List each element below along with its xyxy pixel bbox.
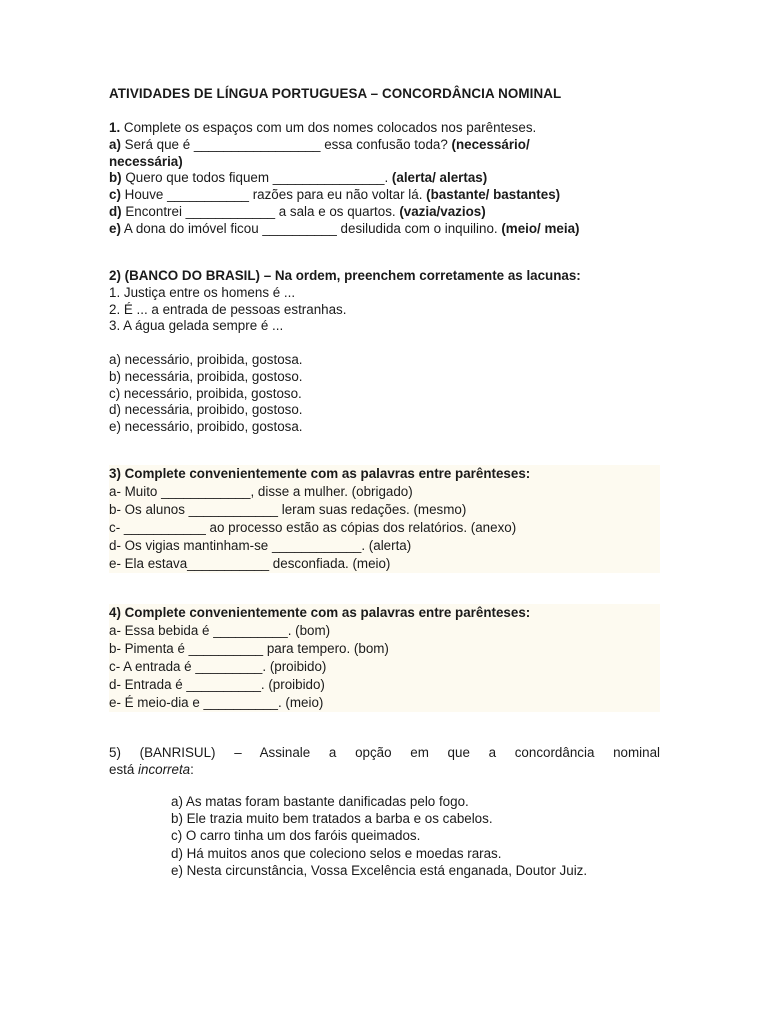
question-1 [109, 120, 660, 238]
question-2 [109, 268, 660, 436]
option: a) necessário, proibida, gostosa. [109, 351, 303, 367]
question-1-item-a: a) Será que é _________________ essa confusão toda? (necessário/ [109, 136, 530, 152]
fill-item: c- ___________ ao processo estão as cópias dos relatórios. (anexo) [109, 520, 517, 535]
question-4-heading: 4) Complete convenientemente com as palavras entre parênteses: [109, 605, 531, 620]
question-number: 1. [109, 120, 121, 135]
statement: 1. Justiça entre os homens é ... [109, 284, 296, 300]
fill-item: a- Muito ____________, disse a mulher. (obrigado) [109, 484, 413, 499]
statement: 3. A água gelada sempre é ... [109, 318, 284, 334]
option: b) Ele trazia muito bem tratados a barba e os cabelos. [171, 811, 493, 827]
fill-item: e- É meio-dia e __________. (meio) [109, 695, 324, 710]
fill-item: d- Os vigias mantinham-se ____________. (alerta) [109, 538, 412, 553]
question-1-item-b: b) Quero que todos fiquem _______________. (alerta/ alertas) [109, 170, 488, 186]
question-4 [109, 604, 660, 712]
question-3 [109, 465, 660, 573]
option: c) O carro tinha um dos faróis queimados. [171, 828, 421, 844]
question-1-item-d: d) Encontrei ____________ a sala e os quartos. (vazia/vazios) [109, 203, 486, 219]
question-3-heading: 3) Complete convenientemente com as palavras entre parênteses: [109, 466, 531, 481]
question-1-item-c: c) Houve ___________ razões para eu não voltar lá. (bastante/ bastantes) [109, 187, 561, 203]
question-1-item-e: e) A dona do imóvel ficou __________ desiludida com o inquilino. (meio/ meia) [109, 220, 580, 236]
page-title: ATIVIDADES DE LÍNGUA PORTUGUESA – CONCORDÂNCIA NOMINAL [109, 86, 562, 101]
question-5 [109, 744, 660, 879]
option: c) necessário, proibida, gostoso. [109, 385, 302, 401]
fill-item: d- Entrada é __________. (proibido) [109, 677, 325, 692]
question-5-options [109, 793, 660, 879]
question-5-intro-cont: está incorreta: [109, 762, 194, 777]
fill-item: e- Ela estava___________ desconfiada. (meio) [109, 556, 391, 571]
fill-item: a- Essa bebida é __________. (bom) [109, 623, 331, 638]
option: e) necessário, proibido, gostosa. [109, 419, 303, 435]
option: e) Nesta circunstância, Vossa Excelência está enganada, Doutor Juiz. [171, 862, 588, 878]
option: d) Há muitos anos que coleciono selos e moedas raras. [171, 845, 502, 861]
option: a) As matas foram bastante danificadas pelo fogo. [171, 794, 469, 809]
question-5-intro: 5) (BANRISUL) – Assinale a opção em que a concordância nominal [109, 745, 660, 760]
option: d) necessária, proibido, gostoso. [109, 402, 303, 418]
fill-item: b- Pimenta é __________ para tempero. (bom) [109, 641, 389, 656]
emphasis: incorreta [138, 762, 191, 777]
question-1-prompt: 1. Complete os espaços com um dos nomes colocados nos parênteses. [109, 120, 537, 135]
question-2-heading: 2) (BANCO DO BRASIL) – Na ordem, preenchem corretamente as lacunas: [109, 268, 581, 283]
question-1-item-a-cont: necessária) [109, 153, 183, 169]
statement: 2. É ... a entrada de pessoas estranhas. [109, 301, 347, 317]
fill-item: b- Os alunos ____________ leram suas redações. (mesmo) [109, 502, 467, 517]
spacer [109, 335, 660, 352]
fill-item: c- A entrada é _________. (proibido) [109, 659, 327, 674]
option: b) necessária, proibida, gostoso. [109, 368, 303, 384]
